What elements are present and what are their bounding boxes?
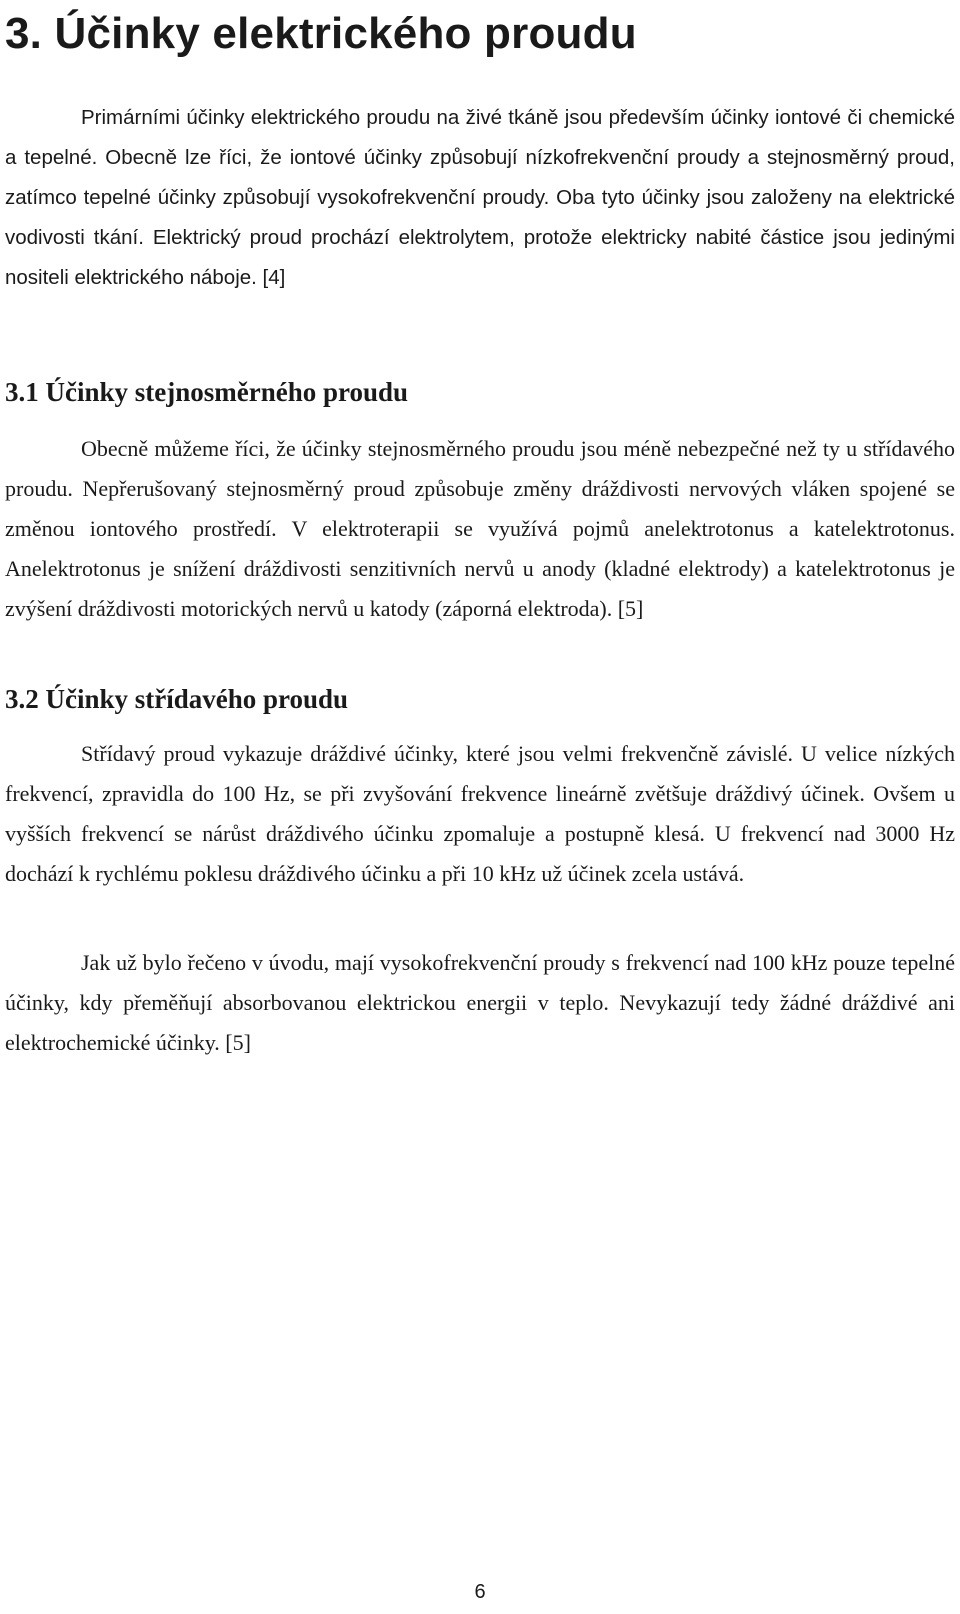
page-number: 6 bbox=[474, 1581, 486, 1603]
section-3-1-paragraph: Obecně můžeme říci, že účinky stejnosměrného proudu jsou méně nebezpečné než ty u střídavého proudu. Nepřerušovaný stejnosměrný proud způsobuje změny dráždivosti nervových vláken spojené se změnou iontového prostředí. V elektroterapii se využívá pojmů anelektrotonus a katelektrotonus. Anelektrotonus je snížení dráždivosti senzitivních nervů u anody (kladné elektrody) a katelektrotonus je zvýšení dráždivosti motorických nervů u katody (záporná elektroda). [5] bbox=[5, 436, 955, 621]
section-title-3-1: 3.1 Účinky stejnosměrného proudu bbox=[5, 377, 409, 407]
section-title-3-2: 3.2 Účinky střídavého proudu bbox=[5, 684, 349, 714]
section-3-2-paragraph-1: Střídavý proud vykazuje dráždivé účinky, které jsou velmi frekvenčně závislé. U velice nízkých frekvencí, zpravidla do 100 Hz, se při zvyšování frekvence lineárně zvětšuje dráždivý účinek. Ovšem u vyšších frekvencí se nárůst dráždivého účinku zpomaluje a postupně klesá. U frekvencí nad 3000 Hz dochází k rychlému poklesu dráždivého účinku a při 10 kHz už účinek zcela ustává. bbox=[5, 741, 955, 886]
chapter-intro-paragraph: Primárními účinky elektrického proudu na živé tkáně jsou především účinky iontové či chemické a tepelné. Obecně lze říci, že iontové účinky způsobují nízkofrekvenční proudy a stejnosměrný proud, zatímco tepelné účinky způsobují vysokofrekvenční proudy. Oba tyto účinky jsou založeny na elektrické vodivosti tkání. Elektrický proud prochází elektrolytem, protože elektricky nabité částice jsou jedinými nositeli elektrického náboje. [4] bbox=[5, 106, 955, 289]
section-3-2-paragraph-2: Jak už bylo řečeno v úvodu, mají vysokofrekvenční proudy s frekvencí nad 100 kHz pouze tepelné účinky, kdy přeměňují absorbovanou elektrickou energii v teplo. Nevykazují tedy žádné dráždivé ani elektrochemické účinky. [5] bbox=[5, 950, 955, 1055]
chapter-title: 3. Účinky elektrického proudu bbox=[5, 9, 637, 58]
